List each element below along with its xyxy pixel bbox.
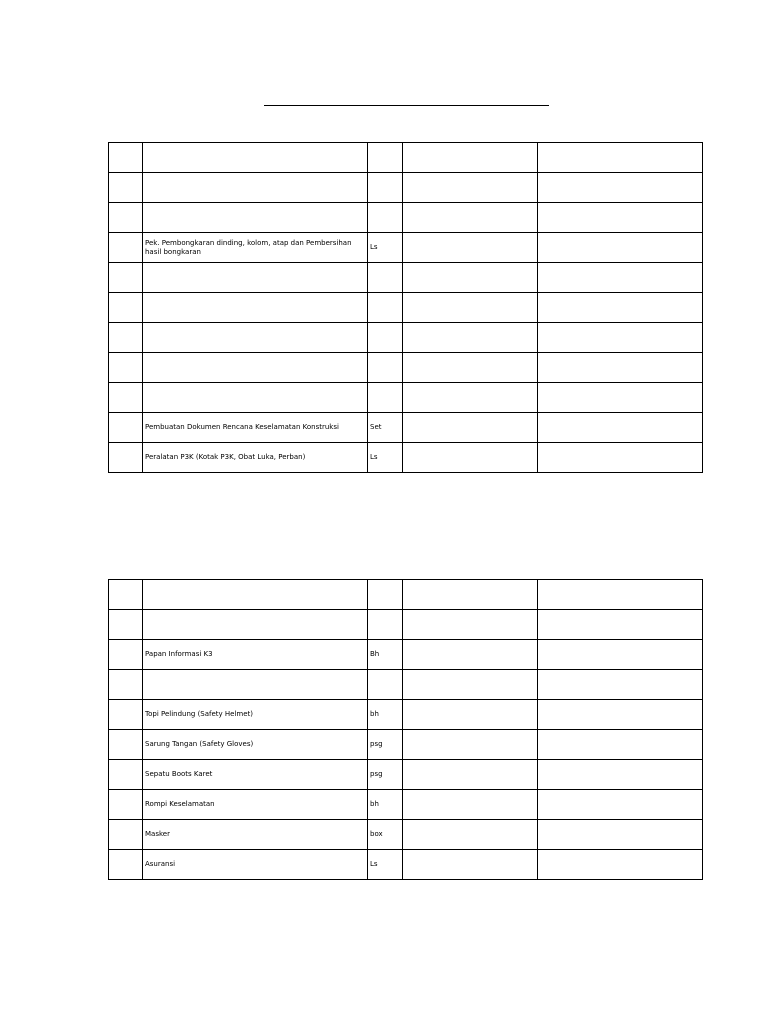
table-row	[109, 760, 703, 790]
cell-description	[143, 580, 368, 610]
cell-no	[109, 820, 143, 850]
cell-no	[109, 670, 143, 700]
cell-description	[143, 173, 368, 203]
cell-col-a	[403, 580, 538, 610]
cell-col-a	[403, 640, 538, 670]
table-row	[109, 730, 703, 760]
cell-col-b	[538, 293, 703, 323]
table-row	[109, 203, 703, 233]
cell-unit: box	[368, 820, 403, 850]
cell-col-a	[403, 670, 538, 700]
cell-unit	[368, 173, 403, 203]
cell-col-b	[538, 383, 703, 413]
cell-col-a	[403, 610, 538, 640]
cell-no	[109, 580, 143, 610]
cell-no	[109, 173, 143, 203]
cell-col-a	[403, 203, 538, 233]
table-row	[109, 413, 703, 443]
cell-col-a	[403, 850, 538, 880]
cell-description	[143, 293, 368, 323]
safety-equipment-table	[108, 579, 703, 880]
cell-no	[109, 263, 143, 293]
cell-col-b	[538, 203, 703, 233]
table-row	[109, 173, 703, 203]
cell-description	[143, 670, 368, 700]
cell-col-a	[403, 443, 538, 473]
cell-col-b	[538, 323, 703, 353]
cell-col-a	[403, 413, 538, 443]
cell-col-a	[403, 790, 538, 820]
work-items-table	[108, 142, 703, 473]
cell-description	[143, 143, 368, 173]
cell-description: Topi Pelindung (Safety Helmet)	[143, 700, 368, 730]
cell-col-a	[403, 173, 538, 203]
cell-description: Pembuatan Dokumen Rencana Keselamatan Konstruksi	[143, 413, 368, 443]
cell-description: Rompi Keselamatan	[143, 790, 368, 820]
cell-no	[109, 353, 143, 383]
cell-col-a	[403, 820, 538, 850]
table-row	[109, 263, 703, 293]
cell-col-a	[403, 730, 538, 760]
cell-col-a	[403, 143, 538, 173]
cell-unit: Ls	[368, 443, 403, 473]
cell-col-b	[538, 353, 703, 383]
table-row	[109, 293, 703, 323]
cell-col-a	[403, 760, 538, 790]
cell-description: Pek. Pembongkaran dinding, kolom, atap dan Pembersihan hasil bongkaran	[143, 233, 368, 263]
cell-col-b	[538, 173, 703, 203]
cell-unit	[368, 353, 403, 383]
cell-no	[109, 323, 143, 353]
cell-no	[109, 640, 143, 670]
cell-col-b	[538, 640, 703, 670]
cell-unit	[368, 143, 403, 173]
cell-col-a	[403, 293, 538, 323]
cell-description	[143, 203, 368, 233]
cell-col-b	[538, 233, 703, 263]
table-row	[109, 820, 703, 850]
cell-col-a	[403, 323, 538, 353]
cell-col-b	[538, 850, 703, 880]
cell-no	[109, 700, 143, 730]
cell-unit: psg	[368, 760, 403, 790]
cell-unit	[368, 323, 403, 353]
cell-unit: Set	[368, 413, 403, 443]
cell-no	[109, 413, 143, 443]
cell-unit	[368, 263, 403, 293]
cell-no	[109, 233, 143, 263]
cell-description	[143, 610, 368, 640]
cell-col-b	[538, 263, 703, 293]
table-row	[109, 443, 703, 473]
cell-description: Asuransi	[143, 850, 368, 880]
cell-no	[109, 610, 143, 640]
table-row	[109, 640, 703, 670]
cell-unit	[368, 383, 403, 413]
cell-col-b	[538, 820, 703, 850]
cell-no	[109, 443, 143, 473]
cell-no	[109, 383, 143, 413]
cell-unit	[368, 203, 403, 233]
cell-col-b	[538, 700, 703, 730]
cell-col-b	[538, 580, 703, 610]
cell-description	[143, 353, 368, 383]
cell-description	[143, 383, 368, 413]
cell-description: Peralatan P3K (Kotak P3K, Obat Luka, Perban)	[143, 443, 368, 473]
cell-no	[109, 293, 143, 323]
table-row	[109, 670, 703, 700]
table-row	[109, 353, 703, 383]
cell-col-b	[538, 413, 703, 443]
cell-unit	[368, 670, 403, 700]
cell-unit	[368, 293, 403, 323]
cell-col-a	[403, 383, 538, 413]
table-row	[109, 143, 703, 173]
cell-col-b	[538, 730, 703, 760]
cell-unit	[368, 610, 403, 640]
cell-no	[109, 850, 143, 880]
cell-col-a	[403, 263, 538, 293]
cell-col-a	[403, 700, 538, 730]
cell-no	[109, 790, 143, 820]
table-row	[109, 790, 703, 820]
cell-description: Sarung Tangan (Safety Gloves)	[143, 730, 368, 760]
table-row	[109, 580, 703, 610]
cell-description	[143, 323, 368, 353]
cell-col-a	[403, 233, 538, 263]
table-row	[109, 233, 703, 263]
cell-col-a	[403, 353, 538, 383]
table-row	[109, 850, 703, 880]
table-row	[109, 383, 703, 413]
cell-description: Papan Informasi K3	[143, 640, 368, 670]
cell-description: Masker	[143, 820, 368, 850]
cell-col-b	[538, 443, 703, 473]
table-row	[109, 323, 703, 353]
title-underline	[264, 105, 549, 106]
cell-unit: Ls	[368, 233, 403, 263]
cell-no	[109, 203, 143, 233]
cell-description	[143, 263, 368, 293]
cell-no	[109, 760, 143, 790]
cell-unit: Bh	[368, 640, 403, 670]
cell-unit: bh	[368, 700, 403, 730]
cell-no	[109, 730, 143, 760]
cell-col-b	[538, 143, 703, 173]
cell-unit: psg	[368, 730, 403, 760]
cell-col-b	[538, 790, 703, 820]
cell-unit: Ls	[368, 850, 403, 880]
table-row	[109, 610, 703, 640]
cell-description: Sepatu Boots Karet	[143, 760, 368, 790]
cell-col-b	[538, 670, 703, 700]
table-row	[109, 700, 703, 730]
cell-no	[109, 143, 143, 173]
cell-unit: bh	[368, 790, 403, 820]
cell-col-b	[538, 610, 703, 640]
cell-col-b	[538, 760, 703, 790]
cell-unit	[368, 580, 403, 610]
